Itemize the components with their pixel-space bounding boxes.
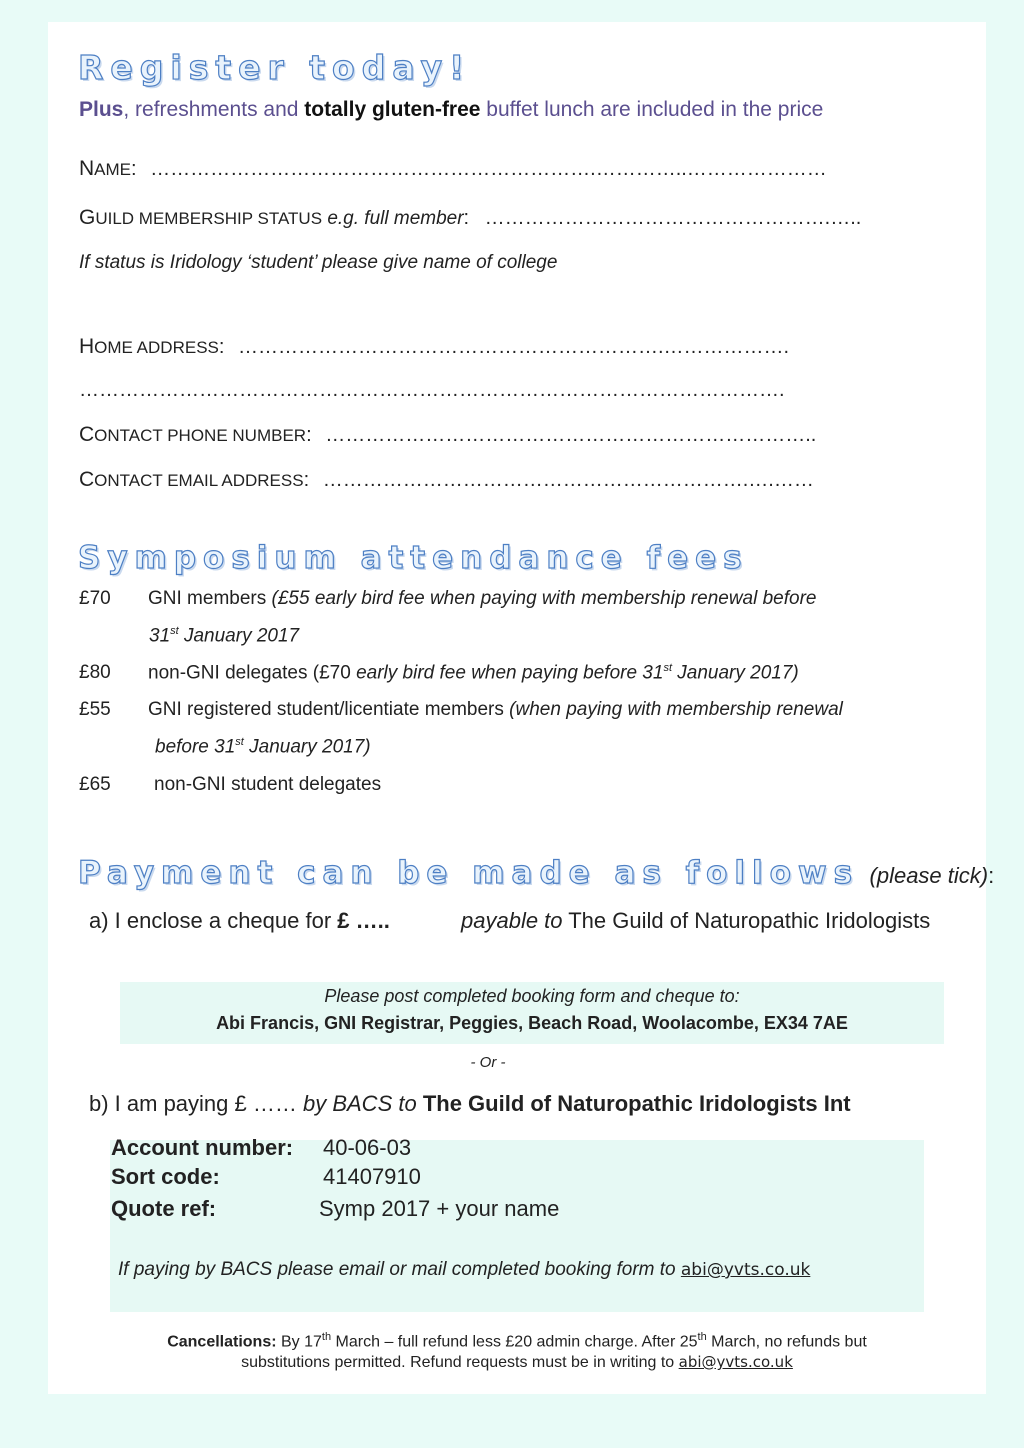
payee-name: The Guild of Naturopathic Iridologists [562,908,931,933]
bacs-email-link[interactable]: abi@yvts.co.uk [680,1260,811,1280]
payment-heading: Payment can be made as follows [78,855,860,891]
option-b-label: b) I am paying £ …… [89,1091,303,1116]
email-label: ONTACT EMAIL ADDRESS [94,471,304,490]
fee-note: early bird fee when paying before 31 [356,662,664,684]
cancel-line2: substitutions permitted. Refund requests must be in writing to [241,1354,675,1371]
fee-desc: non-GNI delegates (£70 [148,662,357,684]
fee-row-continuation-2 [155,736,371,758]
guild-colon: : [463,207,470,229]
booking-form-page [48,22,995,1394]
phone-row[interactable] [79,423,816,447]
fee-desc: GNI members [148,588,272,609]
account-value: 40-06-03 [323,1135,412,1160]
name-field-row[interactable] [79,157,827,181]
fee-price: £80 [79,662,111,684]
guild-example: e.g. full member [322,208,464,229]
cancellations-line2 [48,1353,986,1372]
guild-note: If status is Iridology ‘student’ please give name of college [79,252,558,273]
bacs-payee: The Guild of Naturopathic Iridologists Int [416,1091,851,1116]
sort-label: Sort code: [111,1164,220,1189]
option-a-label: a) I enclose a cheque for [89,908,338,933]
phone-colon: : [306,424,312,446]
please-tick-colon: : [988,863,995,888]
fee-price: £70 [79,588,111,609]
name-label-cap: N [79,157,95,180]
by-bacs: by BACS to [302,1091,417,1116]
register-heading: Register today! [78,48,472,87]
fee-desc: GNI registered student/licentiate members [148,699,510,720]
fee-price: £55 [79,699,111,720]
cancellations-label: Cancellations: [167,1333,277,1351]
home-address-row[interactable] [79,335,789,359]
fee-note: (£55 early bird fee when paying with membership renewal before [271,588,817,609]
intro-bold: totally gluten-free [304,98,481,121]
bank-details-box [110,1140,924,1312]
account-label: Account number: [111,1135,294,1160]
intro-line [79,98,823,122]
payment-heading-row [78,855,994,891]
name-input-dots[interactable]: ………………………………………………………….…………..………………… [150,158,827,180]
cancel-sup1: th [321,1331,332,1343]
intro-part2: buffet lunch are included in the price [480,98,824,121]
cancellations-line1 [48,1331,986,1351]
option-b-row[interactable] [89,1091,851,1117]
sort-value: 41407910 [323,1164,421,1189]
home-label: OME ADDRESS [94,338,219,357]
fee-cont-text-end: January 2017 [178,625,300,647]
fees-heading: Symposium attendance fees [78,540,749,576]
fee-cont-sup: st [235,736,244,748]
email-row[interactable] [79,468,814,492]
post-line1: Please post completed booking form and cheque to: [324,986,740,1006]
email-input-dots[interactable]: ……………………………………………………….….…… [322,469,814,491]
cancel-t2: March – full refund less £20 admin charge. After 25 [331,1333,698,1351]
ref-label: Quote ref: [111,1196,217,1221]
email-colon: : [303,469,310,491]
guild-input-dots[interactable]: …………………………………………….….. [484,207,862,229]
post-address: Abi Francis, GNI Registrar, Peggies, Beach Road, Woolacombe, EX34 7AE [216,1013,848,1033]
fee-cont-text-end: January 2017) [243,736,371,758]
fee-cont-text: before 31 [155,736,236,758]
fee-desc: non-GNI student delegates [154,774,382,795]
fee-row-non-gni-students [79,774,381,796]
option-a-amount[interactable]: £ ….. [337,908,390,933]
fee-row-gni-students [79,699,843,721]
home-address-line2[interactable]: ……………………………………………………………………………………………. [79,379,785,401]
fee-note-end: January 2017) [672,662,799,684]
home-input-dots[interactable]: ……………………………………………………….………………. [238,336,790,358]
please-tick: (please tick) [869,863,989,888]
guild-status-row[interactable] [79,206,861,230]
option-a-row[interactable] [89,908,390,934]
home-label-cap: H [79,335,95,358]
bacs-note: If paying by BACS please email or mail completed booking form to [118,1259,676,1280]
fee-row-gni-members [79,588,817,610]
option-a-payee [461,908,930,934]
or-divider: - Or - [470,1054,506,1071]
home-colon: : [218,336,225,358]
cancel-t3: March, no refunds but [706,1333,867,1351]
phone-input-dots[interactable]: ……………………………………………………………….. [325,424,817,446]
fee-note: (when paying with membership renewal [509,699,843,720]
guild-label: UILD MEMBERSHIP STATUS [95,209,323,228]
fee-price: £65 [79,774,111,795]
bacs-note-row [118,1259,810,1281]
phone-label: ONTACT PHONE NUMBER [94,426,307,445]
intro-plus: Plus [79,98,124,121]
email-label-cap: C [79,468,95,491]
cancel-t1: By 17 [276,1333,322,1351]
fee-cont-text: 31 [149,625,171,647]
intro-part1: , refreshments and [123,98,305,121]
name-colon: : [131,158,137,180]
fee-row-continuation [149,625,299,647]
ref-value: Symp 2017 + your name [319,1196,560,1221]
fee-cont-sup: st [170,625,179,637]
payable-to: payable to [461,908,563,933]
name-label: AME [94,160,132,179]
cancel-sup2: th [697,1331,707,1343]
fee-row-non-gni-delegates [79,662,799,684]
guild-label-cap: G [79,206,96,229]
phone-label-cap: C [79,423,95,446]
fee-note-sup: st [663,662,673,674]
cancel-email-link[interactable]: abi@yvts.co.uk [678,1353,793,1371]
